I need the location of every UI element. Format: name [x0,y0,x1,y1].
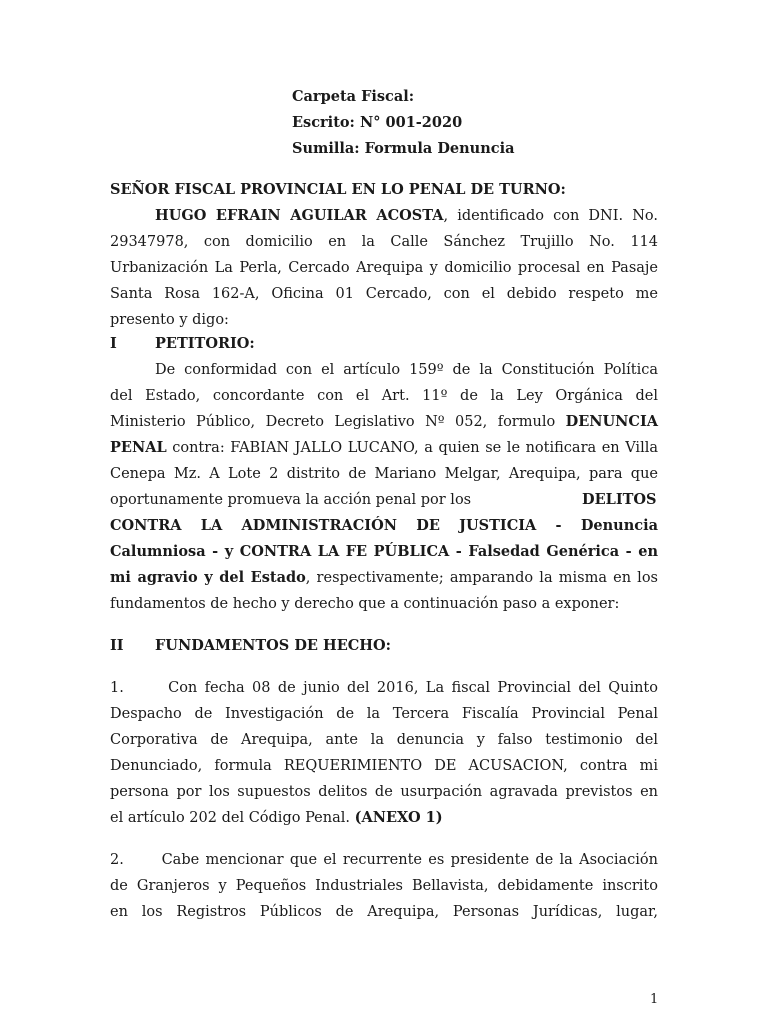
petitorio-text-6a: oportunamente promueva la acción penal por los [110,492,472,508]
header-carpeta: Carpeta Fiscal: [292,88,415,105]
petitorio-line-7: CONTRA LA ADMINISTRACIÓN DE JUSTICIA - Denuncia [110,517,658,534]
petitorio-line-10: fundamentos de hecho y derecho que a continuación paso a exponer: [110,596,620,612]
intro-line-3: Urbanización La Perla, Cercado Arequipa y domicilio procesal en Pasaje [110,260,658,276]
section-number-2: II [110,637,124,654]
intro-line-1 [155,206,658,226]
petitorio-line-5: Cenepa Mz. A Lote 2 distrito de Mariano Melgar, Arequipa, para que [110,466,658,482]
petitorio-line-1: De conformidad con el artículo 159º de la Constitución Política [155,362,658,378]
section-title-fundamentos: FUNDAMENTOS DE HECHO: [155,637,391,654]
header-escrito: Escrito: N° 001-2020 [292,114,463,131]
fundamento-1-line-6 [110,808,658,828]
petitorio-line-4 [110,438,658,458]
complainant-name: HUGO EFRAIN AGUILAR ACOSTA [155,207,444,224]
petitorio-text-3a: Ministerio Público, Decreto Legislativo Nº 052, formulo [110,414,566,430]
intro-line-5: presento y digo: [110,312,229,328]
fundamento-2-line-2: de Granjeros y Pequeños Industriales Bellavista, debidamente inscrito [110,878,658,894]
section-number-1: I [110,335,117,352]
fundamento-2-line-1: 2. Cabe mencionar que el recurrente es presidente de la Asociación [110,852,658,868]
petitorio-line-8: Calumniosa - y CONTRA LA FE PÚBLICA - Falsedad Genérica - en [110,543,658,560]
petitorio-line-3 [110,412,658,432]
petitorio-text-9a: mi agravio y del Estado [110,569,306,586]
intro-line-4: Santa Rosa 162-A, Oficina 01 Cercado, con el debido respeto me [110,286,658,302]
fundamento-1-line-2: Despacho de Investigación de la Tercera Fiscalía Provincial Penal [110,706,658,722]
fundamento-1-line-4: Denunciado, formula REQUERIMIENTO DE ACUSACION, contra mi [110,758,658,774]
addressee: SEÑOR FISCAL PROVINCIAL EN LO PENAL DE TURNO: [110,181,566,198]
petitorio-text-3b: DENUNCIA [565,413,658,430]
petitorio-text-4b: contra: FABIAN JALLO LUCANO, a quien se le notificara en Villa [166,440,658,456]
fundamento-1-text-6a: el artículo 202 del Código Penal. [110,810,355,826]
intro-text-1: , identificado con DNI. No. [443,208,658,224]
petitorio-line-9 [110,568,658,588]
fundamento-1-line-3: Corporativa de Arequipa, ante la denuncia y falso testimonio del [110,732,658,748]
petitorio-text-6b: DELITOS [582,491,657,508]
annex-reference: (ANEXO 1) [354,809,443,826]
petitorio-text-4a: PENAL [110,439,167,456]
section-title-petitorio: PETITORIO: [155,335,255,352]
intro-line-2: 29347978, con domicilio en la Calle Sánchez Trujillo No. 114 [110,234,658,250]
fundamento-1-line-1: 1. Con fecha 08 de junio del 2016, La fiscal Provincial del Quinto [110,680,658,696]
petitorio-line-6 [110,490,658,510]
fundamento-2-line-3: en los Registros Públicos de Arequipa, Personas Jurídicas, lugar, [110,904,658,920]
petitorio-line-2: del Estado, concordante con el Art. 11º de la Ley Orgánica del [110,388,658,404]
fundamento-1-line-5: persona por los supuestos delitos de usurpación agravada previstos en [110,784,658,800]
page-number: 1 [650,992,659,1007]
header-sumilla: Sumilla: Formula Denuncia [292,140,515,157]
petitorio-text-9b: , respectivamente; amparando la misma en los [305,570,658,586]
